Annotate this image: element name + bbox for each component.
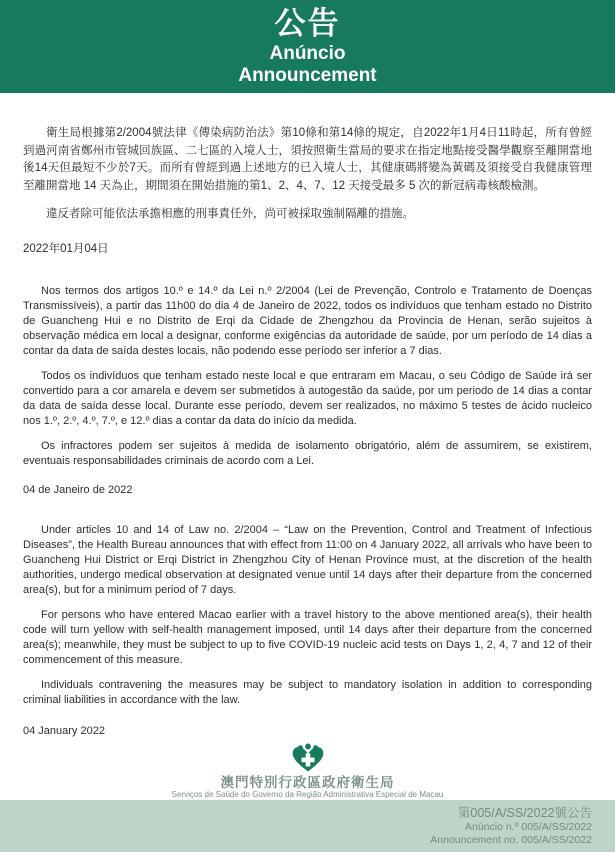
- header-banner: [0, 0, 615, 93]
- portuguese-date: 04 de Janeiro de 2022: [23, 484, 133, 496]
- portuguese-paragraph-3: Os infractores podem ser sujeitos à medida de isolamento obrigatório, além de assumirem, se existirem, eventuais responsabilidades criminais de acordo com a Lei.: [23, 440, 592, 467]
- page-title-chinese: 公告: [274, 6, 341, 41]
- reference-number-portuguese: Anúncio n.º 005/A/SS/2022: [464, 821, 592, 833]
- reference-number-chinese: 第005/A/SS/2022號公告: [457, 806, 592, 820]
- organization-name-portuguese: Serviços de Saúde do Governo da Região Administrativa Especial de Macau: [171, 790, 444, 799]
- page-title-english: Announcement: [238, 65, 377, 86]
- document-body: [0, 125, 615, 739]
- portuguese-paragraph-1: Nos termos dos artigos 10.º e 14.º da Lei n.º 2/2004 (Lei de Prevenção, Controlo e Tratamento de Doenças Transmissíveis), a partir das 11h00 do dia 4 de Janeiro de 2022, todos os indivíduos que tenham estado no Distrito de Guancheng Hui e no Distrito de Erqi da Cidade de Zhengzhou da Provincia de Henan, serão sujeitos à observação médica em local a designar, conforme exigências da autoridade de saúde, por um período de 14 dias a contar da data de saída destes locais, não podendo esse período ser inferior a 7 dias.: [23, 285, 592, 357]
- english-paragraph-2: For persons who have entered Macao earlier with a travel history to the above mentioned area(s), their health code will turn yellow with self-health management imposed, until 14 days after their departure from the concerned area(s); meanwhile, they must be subject to up to five COVID-19 nucleic acid tests on Days 1, 2, 4, 7 and 12 of their commencement of this measure.: [23, 609, 592, 666]
- organization-name-chinese: 澳門特別行政區政府衛生局: [220, 775, 395, 790]
- chinese-date: 2022年01月04日: [23, 242, 109, 255]
- portuguese-paragraph-2: Todos os indivíduos que tenham estado neste local e que entraram em Macau, o seu Código de Saúde irá ser convertido para a cor amarela e devem ser submetidos à autogestão da saúde, por um periodo de 14 dias a contar da data de saída desse local. Durante esse período, devem ser realizados, no máximo 5 testes de ácido nucleico nos 1.º, 2.º, 4.º, 7.º, e 12.º dias a contar da data do início da medida.: [23, 370, 592, 427]
- english-paragraph-1: Under articles 10 and 14 of Law no. 2/2004 – “Law on the Prevention, Control and Treatment of Infectious Diseases”, the Health Bureau announces that with effect from 11:00 on 4 January 2022, all arrivals who have been to Guancheng Hui District or Erqi District in Zhengzhou City of Henan Province must, at the discretion of the health authorities, undergo medical observation at designated venue until 14 days after their departure from the concerned area(s), but for a minimum period of 7 days.: [23, 524, 592, 596]
- english-date: 04 January 2022: [23, 725, 105, 737]
- reference-number-english: Announcement no. 005/A/SS/2022: [430, 834, 592, 846]
- health-bureau-logo: [0, 743, 615, 775]
- reference-number-bar: [0, 800, 615, 852]
- chinese-paragraph-2: 違反者除可能依法承擔相應的刑事責任外，尚可被採取強制隔離的措施。: [46, 208, 414, 220]
- english-paragraph-3: Individuals contravening the measures may be subject to mandatory isolation in addition to corresponding criminal liabilities in accordance with the law.: [23, 679, 592, 706]
- chinese-paragraph-1: 衛生局根據第2/2004號法律《傳染病防治法》第10條和第14條的規定，自2022年1月4日11時起，所有曾經到過河南省鄭州市管城回族區、二七區的入境人士，須按照衛生當局的要求在指定地點接受醫學觀察至離開當地後14天但最短不少於7天。而所有曾經到過上述地方的已入境人士，其健康碼將變為黃碼及須接受自我健康管理至離開當地 14 天為止，期間須在開始措施的第1、2、4、7、12 天接受最多 5 次的新冠病毒核酸檢測。: [23, 127, 592, 192]
- organization-footer: [0, 743, 615, 800]
- page-title-portuguese: Anúncio: [269, 43, 346, 64]
